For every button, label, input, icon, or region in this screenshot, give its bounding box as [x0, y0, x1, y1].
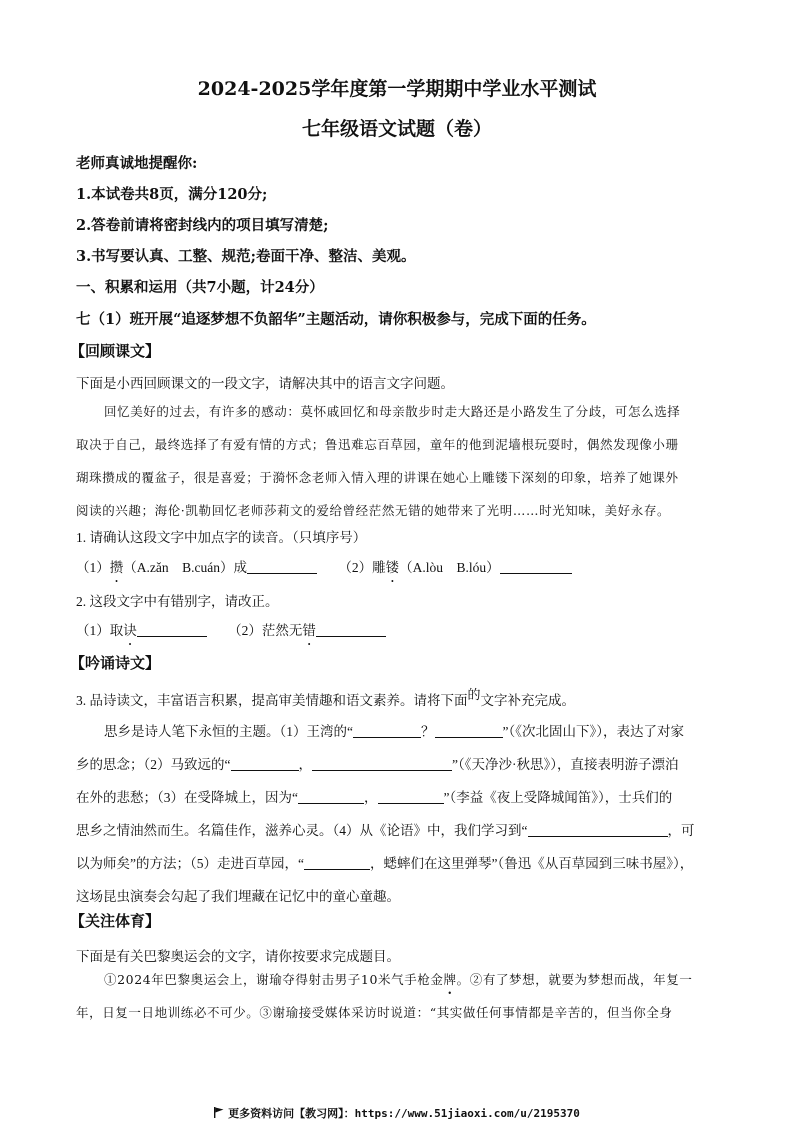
- answer-blank[interactable]: [316, 621, 386, 637]
- reminder-heading: 老师真诚地提醒你:: [76, 155, 198, 172]
- dotted-char: 错: [302, 623, 316, 638]
- sports-line: ①2024年巴黎奥运会上，谢瑜夺得射击男子10米气手枪金牌。②有了梦想，就要为梦想而战，年复一: [104, 972, 693, 987]
- reminder-item-3: 3.书写要认真、工整、规范;卷面干净、整洁、美观。: [76, 248, 416, 265]
- question-3-stem: 3. 品诗读文，丰富语言积累，提高审美情趣和语文素养。请将下面的文字补充完成。: [76, 687, 576, 708]
- answer-blank[interactable]: [378, 788, 444, 804]
- answer-blank[interactable]: [528, 821, 668, 837]
- sports-intro: 下面是有关巴黎奥运会的文字，请你按要求完成题目。: [76, 949, 400, 964]
- dotted-char: 诀: [123, 623, 137, 638]
- recite-line: 以为师矣”的方法；（5）走进百草园，“ ，蟋蟀们在这里弹琴”（鲁迅《从百草园到三味书屋》），: [76, 856, 694, 871]
- answer-blank[interactable]: [353, 722, 421, 738]
- question-1-stem: 1. 请确认这段文字中加点字的读音。（只填序号）: [76, 530, 367, 545]
- passage-line: 取决于自己，最终选择了有爱有情的方式；鲁迅难忘百草园，童年的他到泥墙根玩耍时，偶然发现像小珊: [76, 437, 679, 452]
- recite-line: 乡的思念；（2）马致远的“ ， ”（《天净沙·秋思》），直接表明游子漂泊: [76, 757, 679, 772]
- recite-line: 思乡之情油然而生。名篇佳作，滋养心灵。（4）从《论语》中，我们学习到“ ，可: [76, 823, 695, 838]
- dotted-char: 牌: [443, 972, 457, 987]
- exam-title: 2024-2025学年度第一学期期中学业水平测试: [197, 78, 597, 100]
- section-review-heading: 【回顾课文】: [70, 342, 161, 360]
- answer-blank[interactable]: [312, 755, 452, 771]
- part1-heading: 一、积累和运用（共7小题，计24分）: [76, 279, 324, 296]
- recite-line: 在外的悲愁；（3）在受降城上，因为“ ， ”（李益《夜上受降城闻笛》），士兵们的: [76, 790, 673, 805]
- question-2-answers: （1）取诀 （2）茫然无错: [76, 619, 721, 639]
- answer-blank[interactable]: [435, 722, 503, 738]
- passage-line: 回忆美好的过去，有许多的感动：莫怀戚回忆和母亲散步时走大路还是小路发生了分歧，可怎么选择: [104, 404, 681, 419]
- answer-blank[interactable]: [304, 854, 370, 870]
- review-passage: [76, 395, 721, 527]
- dotted-char: 攒: [109, 560, 124, 575]
- question-2-stem: 2. 这段文字中有错别字，请改正。: [76, 594, 279, 609]
- answer-blank[interactable]: [500, 558, 572, 574]
- answer-blank[interactable]: [298, 788, 364, 804]
- recite-line: 这场昆虫演奏会勾起了我们埋藏在记忆中的童心童趣。: [76, 889, 400, 904]
- reminder-item-2: 2.答卷前请将密封线内的项目填写清楚;: [76, 217, 329, 234]
- answer-blank[interactable]: [247, 558, 317, 574]
- footer: [0, 1105, 794, 1121]
- question-1-answers: （1）攒（A.zǎn B.cuán）成 （2）雕镂（A.lòu B.lóu）: [76, 556, 721, 576]
- passage-line: 阅读的兴趣；海伦·凯勒回忆老师莎莉文的爱给曾经茫然无错的她带来了光明……时光知味，美好永存。: [76, 503, 671, 518]
- recite-paragraph: [76, 715, 721, 913]
- section-sports-heading: 【关注体育】: [70, 912, 161, 930]
- passage-line: 瑚珠攒成的覆盆子，很是喜爱；于漪怀念老师入情入理的讲课在她心上雕镂下深刻的印象，培养了她课外: [76, 470, 679, 485]
- dotted-char: 镂: [385, 560, 400, 575]
- sports-passage: [76, 963, 721, 1029]
- flag-icon: [214, 1107, 224, 1118]
- answer-blank[interactable]: [137, 621, 207, 637]
- answer-blank[interactable]: [231, 755, 299, 771]
- review-intro: 下面是小西回顾课文的一段文字，请解决其中的语言文字问题。: [76, 376, 454, 391]
- footer-link[interactable]: 更多资料访问【教习网】：https://www.51jiaoxi.com/u/2195370: [228, 1107, 580, 1120]
- part1-task: 七（1）班开展“追逐梦想不负韶华”主题活动，请你积极参与，完成下面的任务。: [76, 311, 596, 328]
- reminder-item-1: 1.本试卷共8页，满分120分;: [76, 186, 268, 203]
- sports-line: 年，日复一日地训练必不可少。③谢瑜接受媒体采访时说道：“其实做任何事情都是辛苦的，但当你全身: [76, 1005, 673, 1020]
- recite-line: 思乡是诗人笔下永恒的主题。（1）王湾的“ ？ ”（《次北固山下》），表达了对家: [104, 724, 684, 739]
- exam-subtitle: 七年级语文试题（卷）: [301, 118, 492, 140]
- section-recite-heading: 【吟诵诗文】: [70, 654, 161, 672]
